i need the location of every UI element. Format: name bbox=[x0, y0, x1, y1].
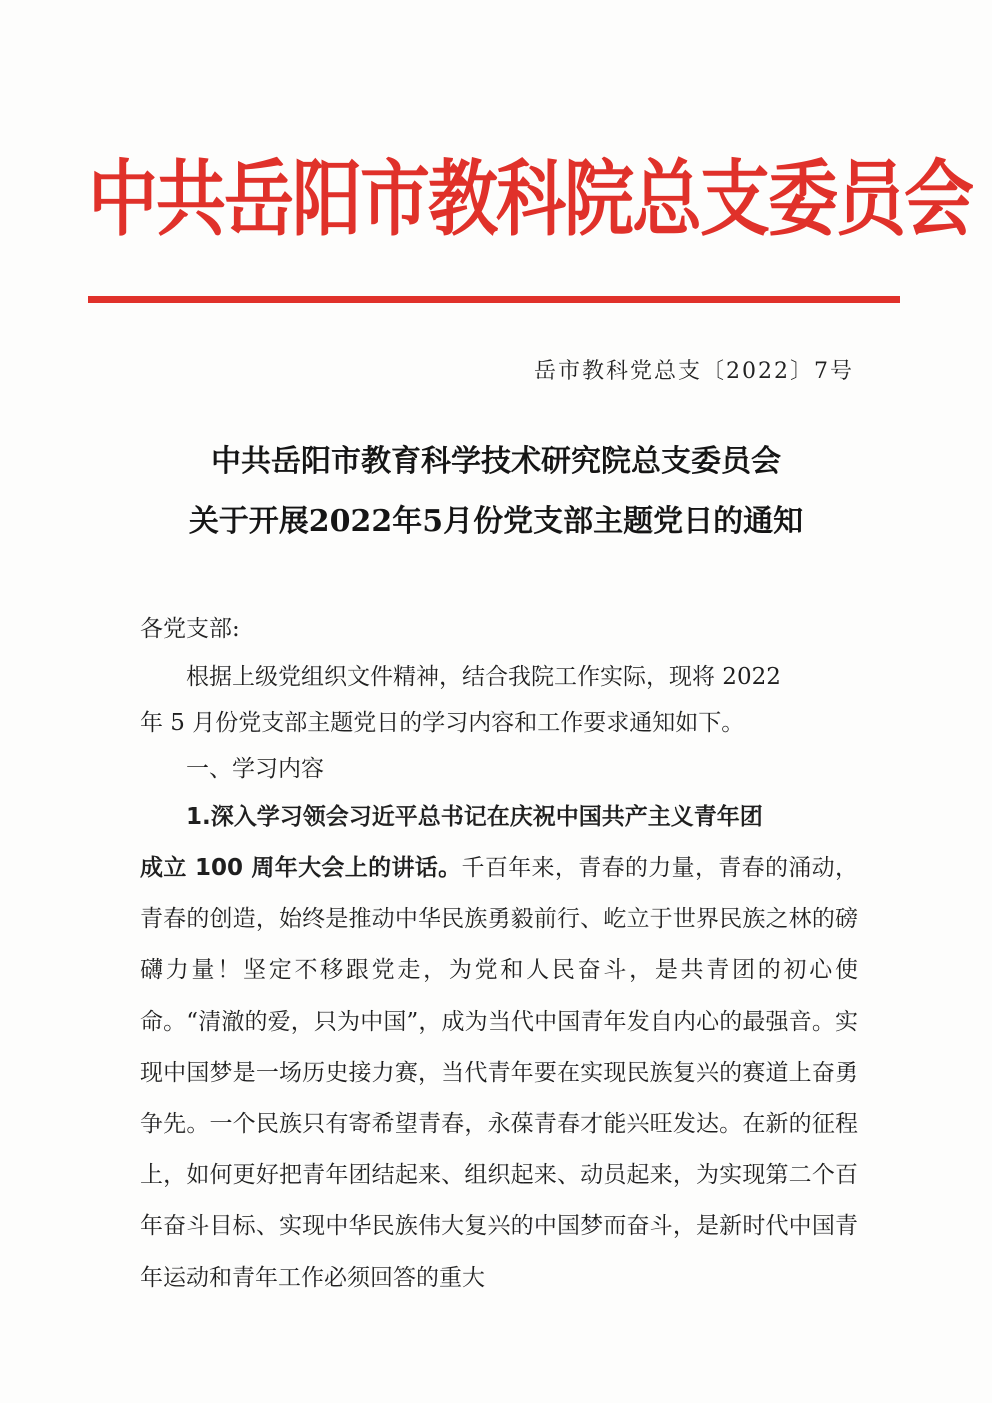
section-1-heading: 一、学习内容 bbox=[186, 756, 324, 782]
item-1-paragraph bbox=[140, 843, 858, 1304]
org-header-title: 中共岳阳市教科院总支委员会 bbox=[88, 150, 972, 248]
notice-title-line-1: 中共岳阳市教育科学技术研究院总支委员会 bbox=[211, 444, 781, 479]
item-1-body-text: 千百年来，青春的力量，青春的涌动，青春的创造，始终是推动中华民族勇毅前行、屹立于世界民族之林的磅礴力量！坚定不移跟党走，为党和人民奋斗，是共青团的初心使命。“清澈的爱，只为中国”，成为当代中国青年发自内心的最强音。实现中国梦是一场历史接力赛，当代青年要在实现民族复兴的赛道上奋勇争先。一个民族只有寄希望青春，永葆青春才能兴旺发达。在新的征程上，如何更好把青年团结起来、组织起来、动员起来，为实现第二个百年奋斗目标、实现中华民族伟大复兴的中国梦而奋斗，是新时代中国青年运动和青年工作必须回答的重大 bbox=[140, 855, 858, 1291]
red-divider-rule bbox=[88, 296, 900, 303]
document-number: 岳市教科党总支〔2022〕7号 bbox=[534, 359, 854, 384]
intro-line-1: 根据上级党组织文件精神，结合我院工作实际，现将 2022 bbox=[186, 664, 781, 690]
salutation: 各党支部: bbox=[140, 616, 240, 642]
intro-line-2: 年 5 月份党支部主题党日的学习内容和工作要求通知如下。 bbox=[140, 710, 745, 736]
notice-title-line-2: 关于开展2022年5月份党支部主题党日的通知 bbox=[188, 504, 804, 539]
item-1-bold-title-cont: 成立 100 周年大会上的讲话。 bbox=[140, 855, 462, 881]
item-1-bold-title: 1.深入学习领会习近平总书记在庆祝中国共产主义青年团 bbox=[186, 804, 763, 830]
